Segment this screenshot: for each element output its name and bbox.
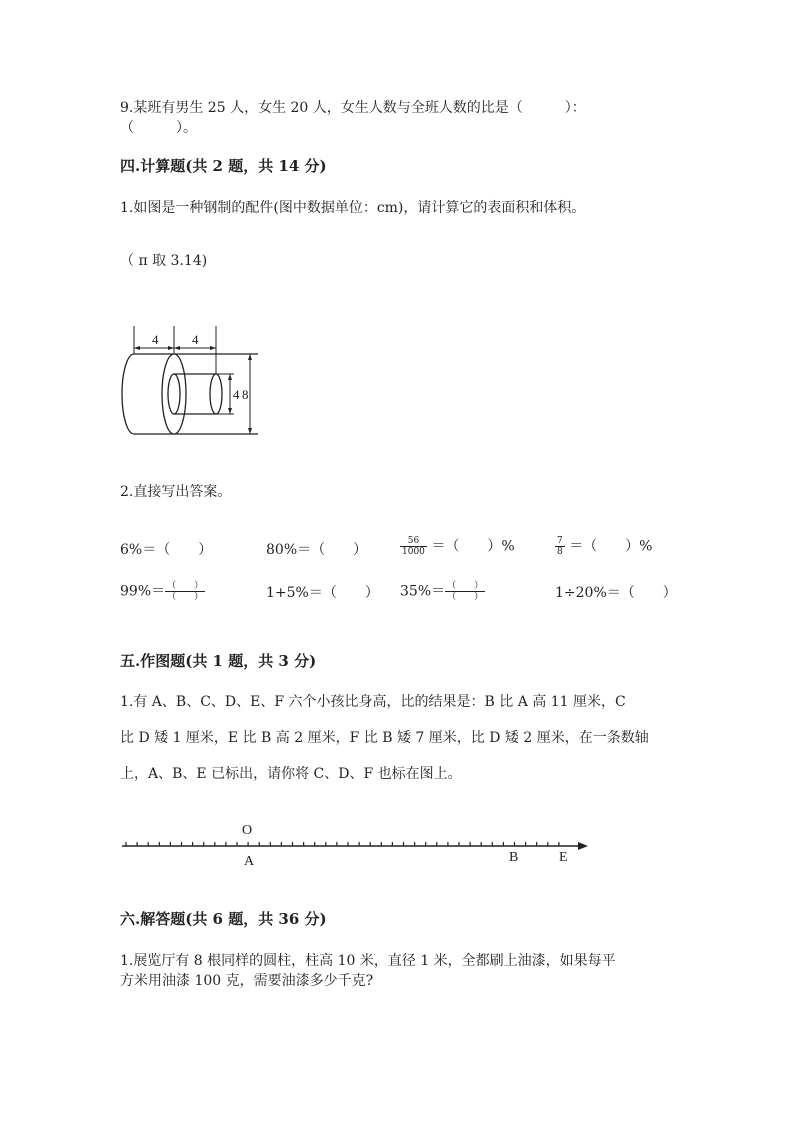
q9-line2: （ ）。 <box>120 120 197 136</box>
section4-q2-text: 2.直接写出答案。 <box>120 484 232 500</box>
calc-r2c1-lead: 99%＝ <box>120 583 166 600</box>
section6-title: 六.解答题(共 6 题，共 36 分) <box>120 910 327 928</box>
calc-r2c2: 1+5%＝（ ） <box>266 585 379 601</box>
calc-r2c1 <box>120 581 205 602</box>
section5-q1-line2: 比 D 矮 1 厘米，E 比 B 高 2 厘米，F 比 B 矮 7 厘米，比 D 矮 2 厘米，在一条数轴 <box>120 730 649 746</box>
fraction-numerator: 7 <box>557 536 563 546</box>
calc-r1c3-rest: ＝（ ）% <box>431 538 515 555</box>
section4-q1-note: （ π 取 3.14) <box>120 253 208 269</box>
calc-r1c1: 6%＝（ ） <box>120 542 213 558</box>
calc-r1c4 <box>555 536 653 557</box>
calc-r2c3-lead: 35%＝ <box>400 583 446 600</box>
point-b-label: B <box>509 850 519 865</box>
section5-q1-line3: 上，A、B、E 已标出，请你将 C、D、F 也标在图上。 <box>120 766 462 782</box>
section6-q1-line2: 方米用油漆 100 克，需要油漆多少千克? <box>120 973 374 989</box>
calc-r1c2: 80%＝（ ） <box>266 542 368 558</box>
large-diameter-label: 8 <box>242 387 249 402</box>
fraction-numerator: （ ） <box>167 581 204 591</box>
point-e-label: E <box>559 850 568 865</box>
calc-r2c3 <box>400 581 485 602</box>
section4-q1-text: 1.如图是一种钢制的配件(图中数据单位：cm)，请计算它的表面积和体积。 <box>120 200 586 216</box>
point-a-label: A <box>244 854 255 869</box>
calc-r2c4: 1÷20%＝（ ） <box>555 585 677 601</box>
section5-q1-line1: 1.有 A、B、C、D、E、F 六个小孩比身高，比的结果是：B 比 A 高 11 厘米，C <box>120 694 626 710</box>
calc-r1c3 <box>400 536 515 557</box>
section6-q1-line1: 1.展览厅有 8 根同样的圆柱，柱高 10 米，直径 1 米，全都刷上油漆，如果每平 <box>120 953 616 969</box>
left-width-label: 4 <box>152 332 159 347</box>
origin-label: O <box>242 823 253 838</box>
calc-r1c4-rest: ＝（ ）% <box>569 538 653 555</box>
section4-title: 四.计算题(共 2 题，共 14 分) <box>120 157 327 175</box>
fraction-denominator: 8 <box>557 547 563 557</box>
section5-title: 五.作图题(共 1 题，共 3 分) <box>120 652 317 670</box>
right-width-label: 4 <box>192 332 199 347</box>
fraction-denominator: （ ） <box>167 592 204 602</box>
number-line <box>118 818 598 870</box>
fraction-numerator: （ ） <box>447 581 484 591</box>
cylinder-part-figure <box>118 324 268 440</box>
fraction-numerator: 56 <box>400 536 427 547</box>
q9-line1: 9.某班有男生 25 人，女生 20 人，女生人数与全班人数的比是（ ）： <box>120 100 586 116</box>
fraction-denominator: （ ） <box>447 592 484 602</box>
fraction-denominator: 1000 <box>402 547 425 557</box>
small-diameter-label: 4 <box>233 387 240 402</box>
